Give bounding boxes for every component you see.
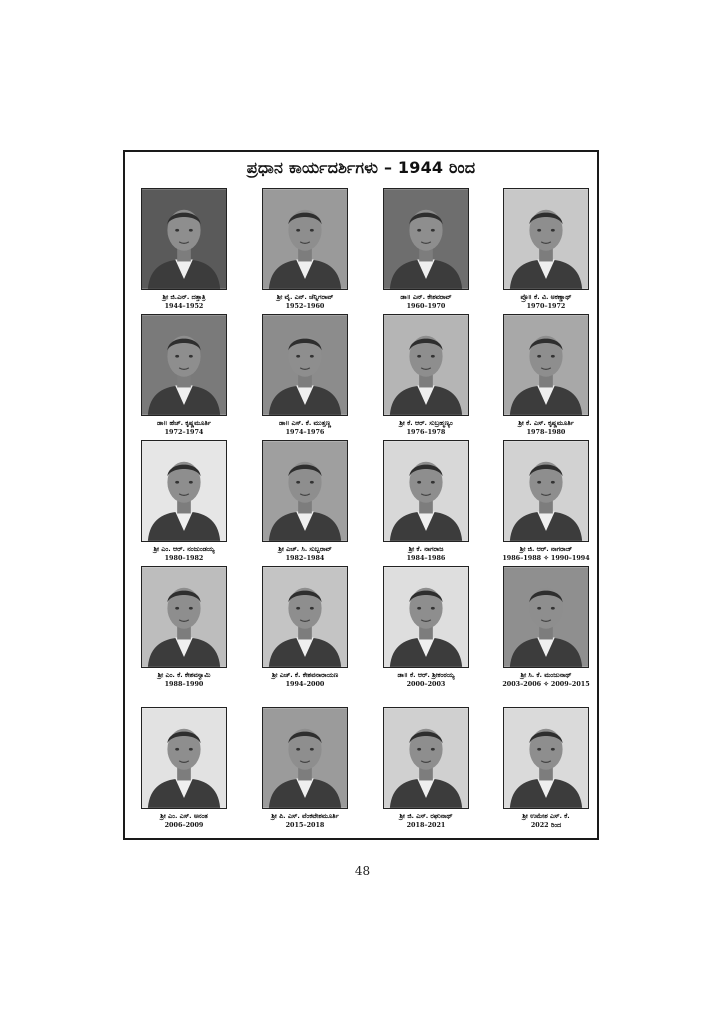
portrait-photo bbox=[262, 566, 348, 668]
secretary-years: 2015–2018 bbox=[285, 821, 325, 829]
secretary-card bbox=[486, 707, 606, 829]
portrait-photo bbox=[141, 440, 227, 542]
secretary-card bbox=[486, 566, 606, 688]
secretary-card bbox=[245, 314, 365, 436]
secretary-years: 2003–2006 ✧ 2009–2015 bbox=[502, 680, 590, 688]
secretary-name: ಶ್ರೀ ಎಚ್. ಕೆ. ಕೇಶವನಾರಾಯಣ bbox=[271, 671, 339, 679]
portrait-photo bbox=[141, 566, 227, 668]
portrait-photo bbox=[503, 440, 589, 542]
portrait-photo bbox=[383, 707, 469, 809]
secretary-card bbox=[366, 440, 486, 562]
secretary-years: 1974–1976 bbox=[285, 428, 325, 436]
secretary-years: 1982–1984 bbox=[285, 554, 325, 562]
secretary-name: ಡಾ॥ ಕೆ. ಆರ್. ಶ್ರೀಕಂಠಯ್ಯ bbox=[397, 671, 455, 679]
page-title: ಪ್ರಧಾನ ಕಾರ್ಯದರ್ಶಿಗಳು – 1944 ರಿಂದ bbox=[246, 158, 476, 177]
secretary-card bbox=[124, 707, 244, 829]
secretary-years: 1986–1988 ✧ 1990–1994 bbox=[502, 554, 590, 562]
secretary-name: ಡಾ॥ ಎಸ್. ಕೆ. ಮುತ್ತಣ್ಣ bbox=[279, 419, 331, 427]
portrait-photo bbox=[503, 188, 589, 290]
portrait-photo bbox=[262, 440, 348, 542]
secretary-years: 1944–1952 bbox=[164, 302, 204, 310]
secretary-name: ಶ್ರೀ ಜಿ. ಎಸ್. ರಘುನಾಥ್ bbox=[399, 812, 453, 820]
secretary-card bbox=[245, 707, 365, 829]
secretary-card bbox=[366, 188, 486, 310]
secretary-card bbox=[366, 707, 486, 829]
portrait-photo bbox=[383, 188, 469, 290]
portrait-photo bbox=[141, 707, 227, 809]
secretary-card bbox=[486, 440, 606, 562]
secretary-name: ಶ್ರೀ ಕೆ. ನಾಗರಾಜ bbox=[408, 545, 444, 553]
secretary-name: ಶ್ರೀ ವೈ. ಎನ್. ಚೆನ್ನಿಗರಾವ್ bbox=[276, 293, 334, 301]
secretary-years: 1970–1972 bbox=[526, 302, 566, 310]
portrait-photo bbox=[141, 314, 227, 416]
secretary-years: 1952–1960 bbox=[285, 302, 325, 310]
secretary-years: 2000–2003 bbox=[406, 680, 446, 688]
secretary-years: 1988–1990 bbox=[164, 680, 204, 688]
secretary-name: ಶ್ರೀ ಜಿ.ಎನ್. ದತ್ತಾತ್ರಿ bbox=[162, 293, 206, 301]
portrait-photo bbox=[503, 707, 589, 809]
secretary-name: ಶ್ರೀ ಕೆ. ಆರ್. ಸುಬ್ರಹ್ಮಣ್ಯಂ bbox=[399, 419, 453, 427]
secretary-card bbox=[245, 566, 365, 688]
portrait-photo bbox=[383, 440, 469, 542]
secretary-years: 1980–1982 bbox=[164, 554, 204, 562]
portrait-photo bbox=[262, 188, 348, 290]
page-number: 48 bbox=[354, 864, 371, 878]
portrait-photo bbox=[383, 314, 469, 416]
secretary-name: ಡಾ॥ ಹೆಚ್. ಕೃಷ್ಣಮೂರ್ತಿ bbox=[157, 419, 211, 427]
secretary-card bbox=[245, 188, 365, 310]
secretary-name: ಶ್ರೀ ಉಮೇಶ ಎಸ್. ಕೆ. bbox=[522, 812, 570, 820]
portrait-photo bbox=[262, 314, 348, 416]
secretary-card bbox=[486, 314, 606, 436]
secretary-name: ಶ್ರೀ ಎಂ. ಎಸ್. ಅನಂತ bbox=[160, 812, 208, 820]
secretary-name: ಶ್ರೀ ಎಚ್. ಸಿ. ಸುಬ್ಬರಾವ್ bbox=[278, 545, 332, 553]
secretary-card bbox=[366, 314, 486, 436]
secretary-name: ಶ್ರೀ ಜಿ. ಆರ್. ನಾಗರಾಜ್ bbox=[519, 545, 573, 553]
secretary-years: 1984–1986 bbox=[406, 554, 446, 562]
secretary-name: ಪ್ರೊ॥ ಕೆ. ವಿ. ಅಕಣ್ಣಾಥ್ bbox=[520, 293, 572, 301]
secretary-card bbox=[124, 440, 244, 562]
secretary-name: ಶ್ರೀ ಕೆ. ಎಸ್. ಕೃಷ್ಣಮೂರ್ತಿ bbox=[518, 419, 574, 427]
secretary-years: 1978–1980 bbox=[526, 428, 566, 436]
secretaries-grid bbox=[125, 152, 597, 838]
secretary-years: 2018–2021 bbox=[406, 821, 446, 829]
secretary-card bbox=[124, 314, 244, 436]
secretary-card bbox=[124, 188, 244, 310]
secretary-name: ಡಾ॥ ಎನ್. ಕೇಶವರಾವ್ bbox=[400, 293, 452, 301]
secretary-years: 1994–2000 bbox=[285, 680, 325, 688]
portrait-photo bbox=[503, 566, 589, 668]
secretary-card bbox=[245, 440, 365, 562]
secretary-name: ಶ್ರೀ ಪಿ. ಎಸ್. ವೆಂಕಟೇಶಮೂರ್ತಿ bbox=[271, 812, 339, 820]
secretary-card bbox=[124, 566, 244, 688]
secretary-years: 1976–1978 bbox=[406, 428, 446, 436]
secretary-name: ಶ್ರೀ ಸಿ. ಕೆ. ಮಂಜುನಾಥ್ bbox=[520, 671, 572, 679]
portrait-photo bbox=[262, 707, 348, 809]
secretary-years: 2006–2009 bbox=[164, 821, 204, 829]
secretary-name: ಶ್ರೀ ಎಂ. ಆರ್. ನಂಜುಂಡಯ್ಯ bbox=[153, 545, 215, 553]
secretary-name: ಶ್ರೀ ಎಂ. ಕೆ. ಕೇಶವಸ್ವಾಮಿ bbox=[157, 671, 211, 679]
portrait-photo bbox=[383, 566, 469, 668]
secretary-years: 1972–1974 bbox=[164, 428, 204, 436]
secretary-years: 1960–1970 bbox=[406, 302, 446, 310]
secretaries-frame bbox=[123, 150, 599, 840]
portrait-photo bbox=[141, 188, 227, 290]
secretary-card bbox=[486, 188, 606, 310]
secretary-years: 2022 ರಿಂದ bbox=[530, 821, 562, 829]
secretary-card bbox=[366, 566, 486, 688]
portrait-photo bbox=[503, 314, 589, 416]
